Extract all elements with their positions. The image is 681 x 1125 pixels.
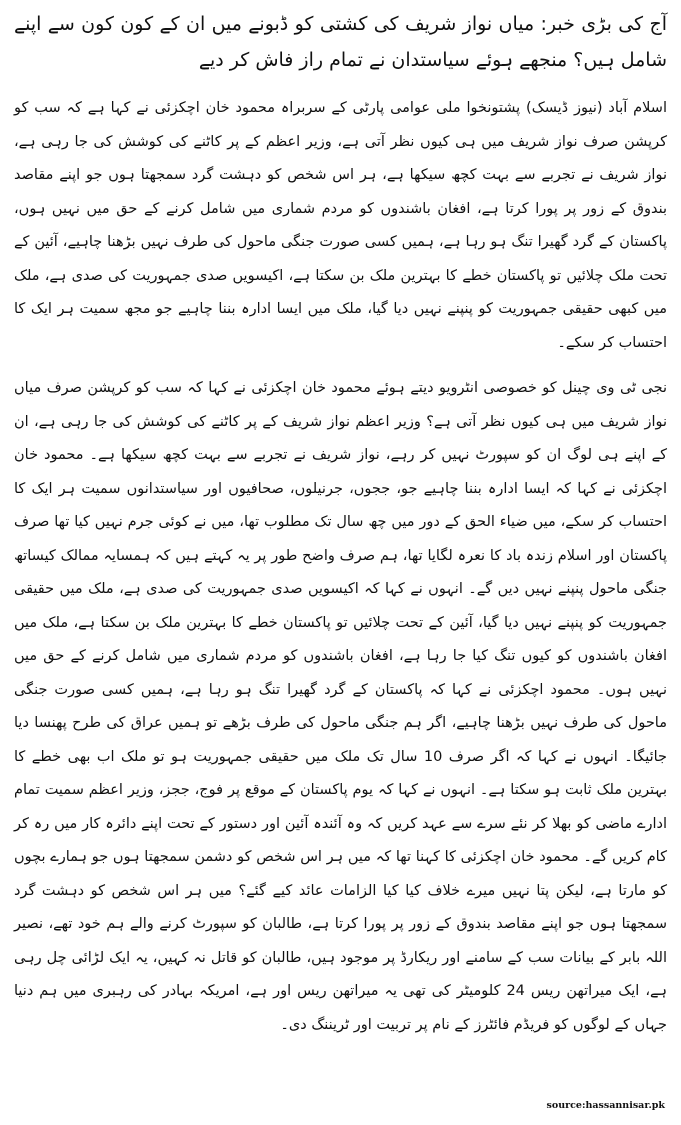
article	[14, 6, 667, 1054]
article-headline: آج کی بڑی خبر: میاں نواز شریف کی کشتی کو ڈبونے میں ان کے کون کون سے اپنے شامل ہیں؟ منجھے ہوئے سیاستدان نے تمام راز فاش کر دیے	[14, 13, 667, 71]
article-paragraph-2: نجی ٹی وی چینل کو خصوصی انٹرویو دیتے ہوئے محمود خان اچکزئی نے کہا کہ سب کو کرپشن صرف میاں نواز شریف میں ہی کیوں نظر آتی ہے؟ وزیر اعظم نواز شریف کے پر کاٹنے کی کوشش کی جا رہی ہے، ان کے اپنے ہی لوگ ان کو سپورٹ نہیں کر رہے، نواز شریف نے تجربے سے بہت کچھ سیکھا ہے۔ محمود خان اچکزئی نے کہا کہ ایسا ادارہ بننا چاہیے جو، ججوں، جرنیلوں، صحافیوں اور سیاستدانوں سمیت ہر ایک کا احتساب کر سکے، میں ضیاء الحق کے دور میں چھ سال تک مطلوب تھا، میں نے کوئی جرم نہیں کیا تھا صرف پاکستان اور اسلام زندہ باد کا نعرہ لگایا تھا، ہم صرف واضح طور پر یہ کہتے ہیں کہ ہمسایہ ممالک کیساتھ جنگی ماحول پنپنے نہیں دیں گے۔ انہوں نے کہا کہ اکیسویں صدی جمہوریت کی صدی ہے، ملک میں حقیقی جمہوریت کو پنپنے نہیں دیا گیا، آئین کے تحت چلائیں تو پاکستان خطے کا بہترین ملک بن سکتا ہے، ملک میں افغان باشندوں کو کیوں تنگ کیا جا رہا ہے، افغان باشندوں کو مردم شماری میں شامل کرنے کے حق میں نہیں ہوں۔ محمود اچکزئی نے کہا کہ پاکستان کے گرد گھیرا تنگ ہو رہا ہے، ہمیں کسی صورت جنگی ماحول کی طرف نہیں بڑھنا چاہیے، اگر ہم جنگی ماحول کی طرف بڑھے تو ہمیں عراق کی طرح پھنسا دیا جائیگا۔ انہوں نے کہا کہ اگر صرف 10 سال تک ملک میں حقیقی جمہوریت ہو تو ملک اب بھی خطے کا بہترین ملک ثابت ہو سکتا ہے۔ انہوں نے کہا کہ یوم پاکستان کے موقع پر فوج، ججز، وزیر اعظم سمیت تمام ادارے ماضی کو بھلا کر نئے سرے سے عہد کریں کہ وہ آئندہ آئین اور دستور کے تحت اپنے دائرہ کار میں رہ کر کام کریں گے۔ محمود خان اچکزئی کا کہنا تھا کہ میں ہر اس شخص کو دشمن سمجھتا ہوں جو ہمارے بچوں کو مارتا ہے، لیکن پتا نہیں میرے خلاف کیا کیا الزامات عائد کیے گئے؟ میں ہر اس شخص کو دہشت گرد سمجھتا ہوں جو اپنے مقاصد بندوق کے زور پر پورا کرتا ہے، طالبان کو سپورٹ کرنے والے ہم خود تھے، نصیر اللہ بابر کے بیانات سب کے سامنے اور ریکارڈ پر موجود ہیں، طالبان کو قاتل نہ کہیں، یہ ایک لڑائی چل رہی ہے، ایک میراتھن ریس 24 کلومیٹر کی تھی یہ میراتھن ریس اور ہے، امریکہ بہادر کی رہبری میں ہم دنیا جہاں کے لوگوں کو فریڈم فائٹرز کے نام پر تربیت اور ٹریننگ دی۔	[14, 380, 668, 1033]
source-credit: source:hassannisar.pk	[546, 1100, 665, 1111]
article-paragraph-1: اسلام آباد (نیوز ڈیسک) پشتونخوا ملی عوامی پارٹی کے سربراہ محمود خان اچکزئی نے کہا ہے کہ سب کو کرپشن صرف نواز شریف میں ہی کیوں نظر آتی ہے، وزیر اعظم کے پر کاٹنے کی کوشش کی جا رہی ہے، نواز شریف نے تجربے سے بہت کچھ سیکھا ہے، ہر اس شخص کو دہشت گرد سمجھتا ہوں جو اپنے مقاصد بندوق کے زور پر پورا کرتا ہے، افغان باشندوں کو مردم شماری میں شامل کرنے کے حق میں نہیں ہوں، پاکستان کے گرد گھیرا تنگ ہو رہا ہے، ہمیں کسی صورت جنگی ماحول کی طرف نہیں بڑھنا چاہیے، آئین کے تحت ملک چلائیں تو پاکستان خطے کا بہترین ملک بن سکتا ہے، اکیسویں صدی جمہوریت کی صدی ہے، ملک میں کبھی حقیقی جمہوریت کو پنپنے نہیں دیا گیا، ملک میں ایسا ادارہ بننا چاہیے جو مجھ سمیت ہر ایک کا احتساب کر سکے۔	[14, 100, 667, 351]
